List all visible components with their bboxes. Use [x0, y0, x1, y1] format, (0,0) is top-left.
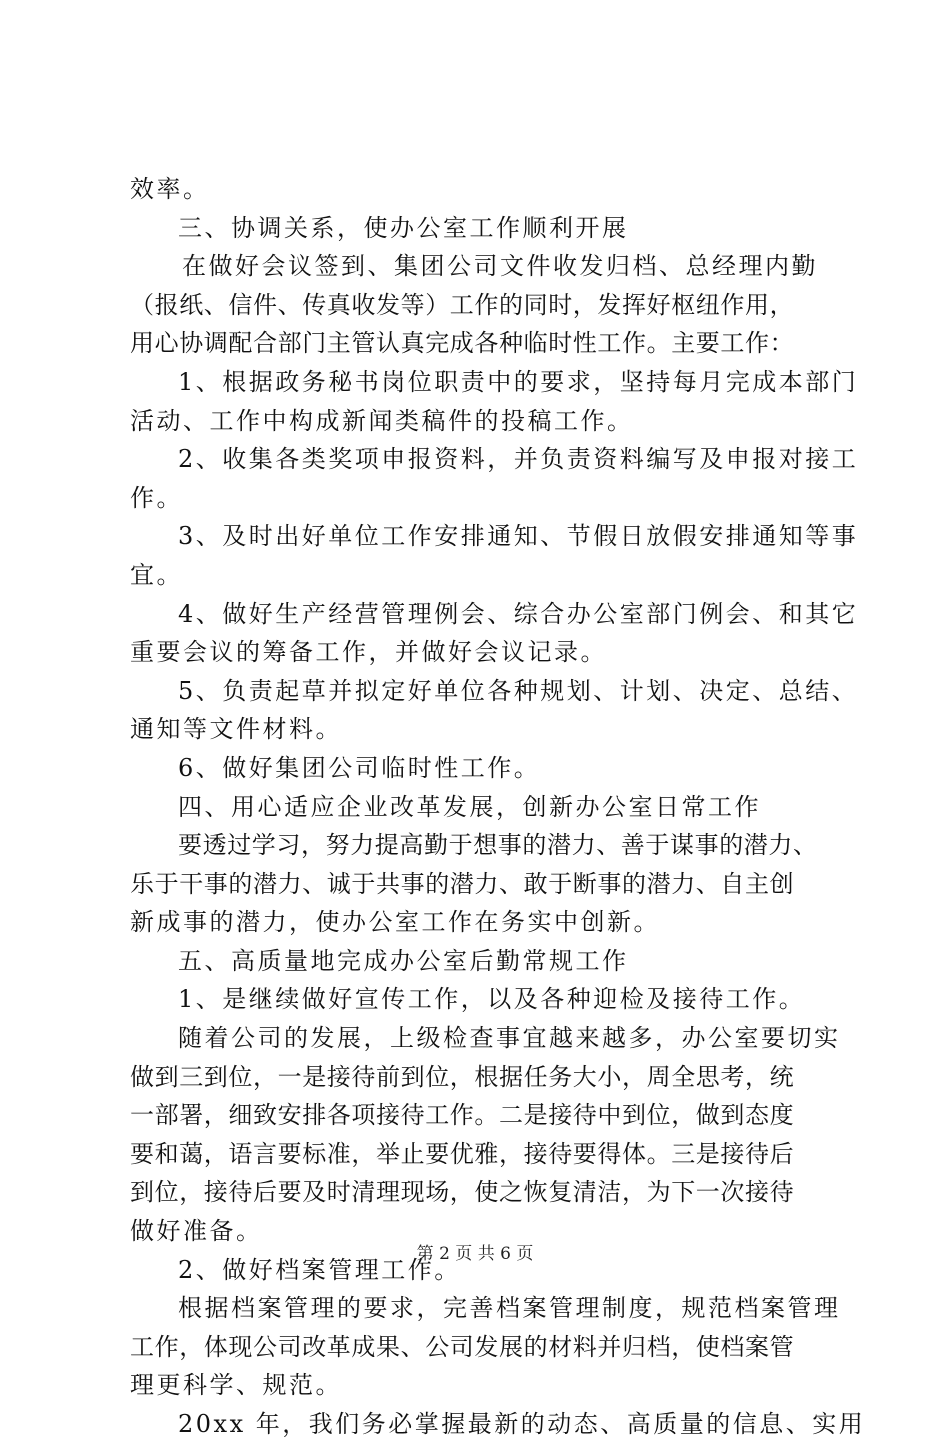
text-line: 作。	[130, 483, 183, 512]
text-line: 理更科学、规范。	[130, 1371, 342, 1400]
list-item: 4、做好生产经营管理例会、综合办公室部门例会、和其它	[178, 599, 859, 628]
list-item: 6、做好集团公司临时性工作。	[178, 753, 541, 782]
text-line: 用心协调配合部门主管认真完成各种临时性工作。主要工作：	[130, 329, 795, 358]
list-item: 3、及时出好单位工作安排通知、节假日放假安排通知等事	[178, 522, 859, 551]
text-line: 重要会议的筹备工作，并做好会议记录。	[130, 638, 607, 667]
text-line: 新成事的潜力，使办公室工作在务实中创新。	[130, 908, 660, 937]
text-line: 宜。	[130, 560, 183, 589]
text-line: 要和蔼，语言要标准，举止要优雅，接待要得体。三是接待后	[130, 1139, 795, 1168]
list-item: 2、收集各类奖项申报资料，并负责资料编写及申报对接工	[178, 445, 859, 474]
text-line: 在做好会议签到、集团公司文件收发归档、总经理内勤	[182, 252, 818, 281]
section-heading: 五、高质量地完成办公室后勤常规工作	[178, 946, 629, 975]
text-line: 随着公司的发展，上级检查事宜越来越多，办公室要切实	[178, 1024, 841, 1053]
text-line: 活动、工作中构成新闻类稿件的投稿工作。	[130, 406, 634, 435]
text-line: 做好准备。	[130, 1217, 263, 1246]
text-line: 做到三到位，一是接待前到位，根据任务大小，周全思考，统	[130, 1062, 795, 1091]
text-line: （报纸、信件、传真收发等）工作的同时，发挥好枢纽作用，	[130, 290, 795, 319]
text-line: 到位，接待后要及时清理现场，使之恢复清洁，为下一次接待	[130, 1178, 795, 1207]
text-line: 通知等文件材料。	[130, 715, 342, 744]
text-line: 乐于干事的潜力、诚于共事的潜力、敢于断事的潜力、自主创	[130, 869, 795, 898]
text-line: 20xx 年，我们务必掌握最新的动态、高质量的信息、实用	[178, 1410, 866, 1438]
text-line: 效率。	[130, 175, 210, 203]
list-item: 1、是继续做好宣传工作，以及各种迎检及接待工作。	[178, 985, 806, 1014]
list-item: 2、做好档案管理工作。	[178, 1255, 461, 1284]
list-item: 1、根据政务秘书岗位职责中的要求，坚持每月完成本部门	[178, 367, 859, 396]
section-heading: 三、协调关系，使办公室工作顺利开展	[178, 213, 629, 242]
text-line: 工作，体现公司改革成果、公司发展的材料并归档，使档案管	[130, 1332, 795, 1361]
page-number-footer: 第 2 页 共 6 页	[416, 1244, 534, 1264]
list-item: 5、负责起草并拟定好单位各种规划、计划、决定、总结、	[178, 676, 859, 705]
text-line: 一部署，细致安排各项接待工作。二是接待中到位，做到态度	[130, 1101, 795, 1130]
text-line: 根据档案管理的要求，完善档案管理制度，规范档案管理	[178, 1294, 841, 1323]
section-heading: 四、用心适应企业改革发展，创新办公室日常工作	[178, 792, 761, 821]
text-line: 要透过学习，努力提高勤于想事的潜力、善于谋事的潜力、	[178, 831, 818, 860]
